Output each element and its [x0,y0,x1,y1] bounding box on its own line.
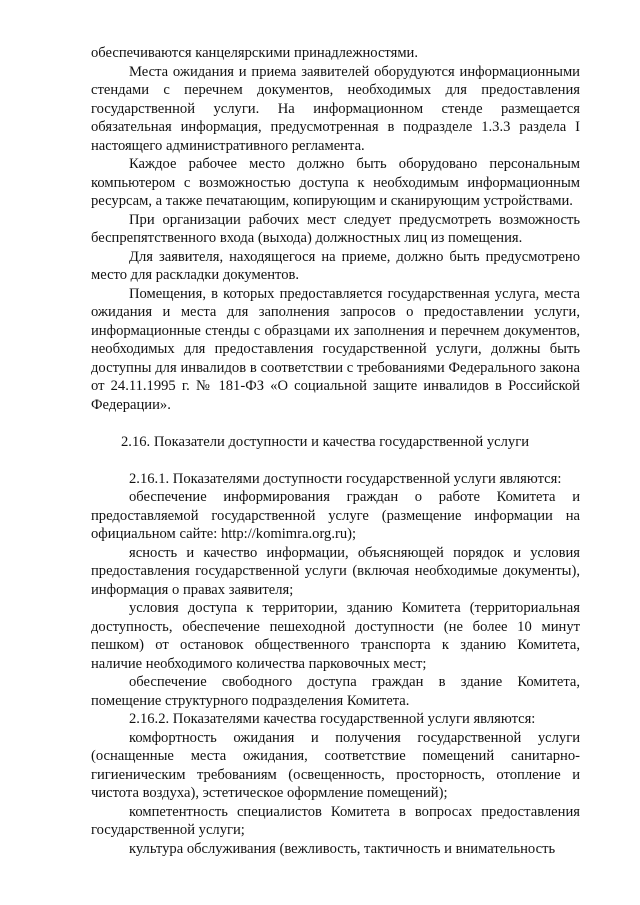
paragraph-accessibility-indicators: 2.16.1. Показателями доступности государственной услуги являются: [129,470,562,487]
paragraph-workplace-computer: Каждое рабочее место должно быть оборудовано персональным компьютером с возможностью доступа к необходимым информационным ресурсам, а также печатающим, копирующим и сканирующим устройствами. [91,156,580,209]
document-page [91,44,580,858]
paragraph-access-conditions: условия доступа к территории, зданию Комитета (территориальная доступность, обеспечение пешеходной доступности (не более 10 минут пешком) от остановок общественного транспорта к зданию Комитета, наличие необходимого количества парковочных мест; [91,600,580,672]
section-heading: 2.16. Показатели доступности и качества государственной услуги [121,434,530,450]
paragraph-disability-access: Помещения, в которых предоставляется государственная услуга, места ожидания и места для заполнения запросов о предоставлении услуги, информационные стенды с образцами их заполнения и перечнем документов, необходимых для предоставления государственной услуги, должны быть доступны для инвалидов в соответствии с требованиями Федерального закона от 24.11.1995 г. № 181-ФЗ «О социальной защите инвалидов в Российской Федерации». [91,285,580,413]
paragraph-workplace-exit: При организации рабочих мест следует предусмотреть возможность беспрепятственного входа (выхода) должностных лиц из помещения. [91,211,580,246]
paragraph-information-clarity: ясность и качество информации, объясняющей порядок и условия предоставления государственной услуги (включая необходимые документы), информация о правах заявителя; [91,544,580,598]
paragraph-service-culture: культура обслуживания (вежливость, тактичность и внимательность [129,840,556,857]
paragraph-free-access: обеспечение свободного доступа граждан в здание Комитета, помещение структурного подразделения Комитета. [91,674,580,709]
paragraph-information-provision: обеспечение информирования граждан о работе Комитета и предоставляемой государственной услуге (размещение информации на официальном сайте: http://komimra.org.ru); [91,489,580,542]
paragraph-stationery-continuation: обеспечиваются канцелярскими принадлежностями. [91,45,419,61]
paragraph-waiting-places: Места ожидания и приема заявителей оборудуются информационными стендами с перечнем документов, необходимых для предоставления государственной услуги. На информационном стенде размещается обязательная информация, предусмотренная в подразделе 1.3.3 раздела I настоящего административного регламента. [91,63,580,154]
paragraph-quality-indicators: 2.16.2. Показателями качества государственной услуги являются: [129,711,536,727]
paragraph-competence: компетентность специалистов Комитета в вопросах предоставления государственной услуги; [91,803,580,838]
paragraph-comfort: комфортность ожидания и получения государственной услуги (оснащенные места ожидания, соответствие помещений санитарно-гигиеническим требованиям (освещенность, просторность, отопление и чистота воздуха), эстетическое оформление помещений); [91,729,580,801]
paragraph-document-layout-place: Для заявителя, находящегося на приеме, должно быть предусмотрено место для раскладки документов. [91,248,580,283]
